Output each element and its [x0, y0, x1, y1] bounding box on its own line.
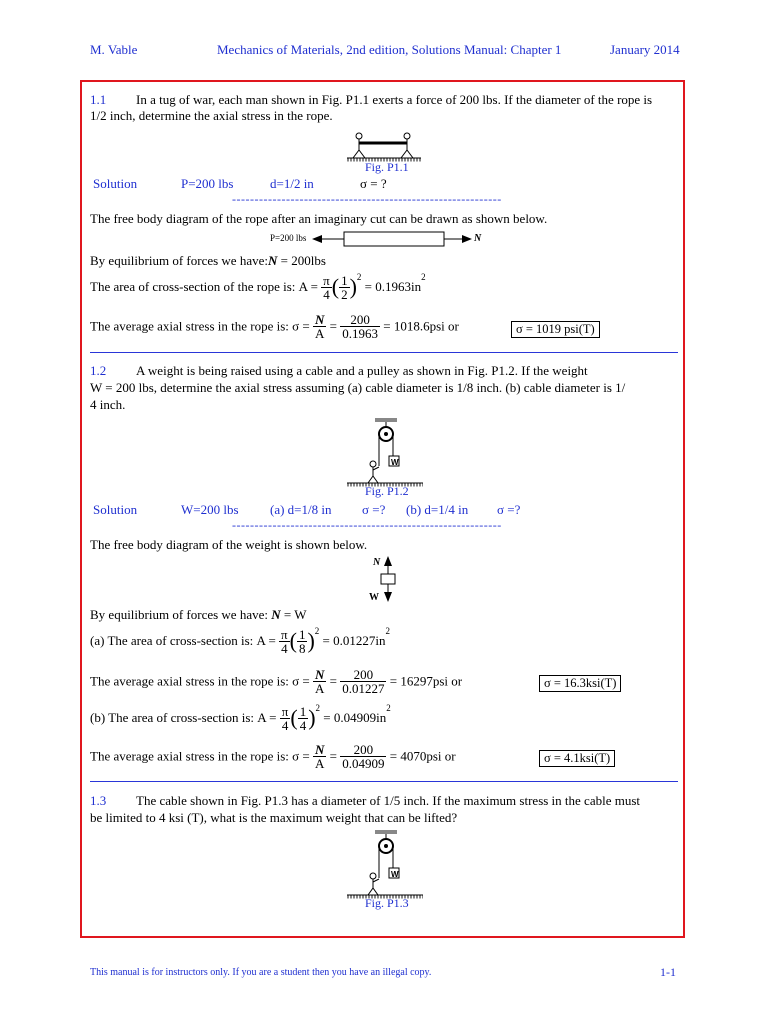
stress-text-b-1-2: The average axial stress in the rope is:: [90, 748, 289, 764]
svg-text:W: W: [391, 870, 399, 879]
given-p-1-1: P=200 lbs: [181, 176, 234, 191]
fig-p1-1-caption: Fig. P1.1: [365, 160, 409, 174]
pulley-figure-p1-2: [345, 418, 425, 488]
eq-rhs-1-1: = 200lbs: [280, 253, 326, 268]
section-divider-1: [90, 352, 678, 353]
problem-1-3-text-line1: The cable shown in Fig. P1.3 has a diameter of 1/5 inch. If the maximum stress in the cable must: [136, 793, 641, 808]
given-d-1-1: d=1/2 in: [270, 176, 314, 191]
header-author: M. Vable: [90, 42, 138, 57]
area-result-a-1-2: = 0.01227in: [322, 633, 386, 649]
fbd-right-label-1-1: N: [474, 233, 482, 244]
answer-box-1-1: σ = 1019 psi(T): [511, 321, 600, 338]
stress-result-a-1-2: = 16297psi or: [389, 673, 463, 689]
problem-number-1-1: 1.1: [90, 92, 107, 107]
stress-line-1-1: The average axial stress in the rope is: σ = $\frac{N}{A}$ = $\frac{200}{0.1963}$ = 1018.6psi or: [90, 312, 459, 341]
given-sigma-a-1-2: σ =?: [362, 502, 386, 517]
fbd-text-1-2: The free body diagram of the weight is shown below.: [90, 537, 368, 552]
solution-label-1-1: Solution: [93, 176, 138, 191]
answer-box-b-1-2: σ = 4.1ksi(T): [539, 750, 615, 767]
problem-1-3-text-line2: be limited to 4 ksi (T), what is the maximum weight that can be lifted?: [90, 810, 458, 825]
fbd-top-label-1-2: N: [373, 557, 381, 568]
eq-lhs-1-1: N: [267, 253, 278, 268]
problem-1-2-text-line3: 4 inch.: [90, 397, 126, 412]
solution-label-1-2: Solution: [93, 502, 138, 517]
stress-den-1-1: 0.1963: [342, 326, 378, 341]
stress-result-1-1: = 1018.6psi or: [383, 318, 459, 334]
tug-of-war-figure: [345, 128, 425, 162]
svg-text:W: W: [391, 458, 399, 467]
weight-fbd-diagram: [380, 556, 396, 604]
equilibrium-text-1-1-lead: By equilibrium of forces we have:: [90, 253, 268, 268]
area-result-b-1-2: = 0.04909in: [323, 710, 387, 726]
fig-p1-2-caption: Fig. P1.2: [365, 484, 409, 498]
header-date: January 2014: [610, 42, 680, 57]
footer-note: This manual is for instructors only. If you are a student then you have an illegal copy.: [90, 967, 432, 978]
fig-p1-3-caption: Fig. P1.3: [365, 896, 409, 910]
area-text-b-1-2: (b) The area of cross-section is:: [90, 710, 255, 726]
pulley-figure-p1-3: [345, 830, 425, 900]
problem-number-1-2: 1.2: [90, 363, 107, 378]
equilibrium-text-1-2: [90, 607, 307, 623]
section-divider-2: [90, 781, 678, 782]
area-text-a-1-2: (a) The area of cross-section is:: [90, 633, 254, 649]
eq-rhs-1-2: = W: [283, 607, 307, 622]
stress-den-a-1-2: 0.01227: [342, 681, 385, 696]
header-title: Mechanics of Materials, 2nd edition, Solutions Manual: Chapter 1: [217, 42, 562, 57]
given-sigma-b-1-2: σ =?: [497, 502, 521, 517]
area-line-a-1-2: (a) The area of cross-section is: A = $\frac{\pi}{4}$ ( $\frac{1}{8}$ )$^2 = 0.01227in^2$: [90, 626, 390, 656]
problem-1-1-text-line1: In a tug of war, each man shown in Fig. P1.1 exerts a force of 200 lbs. If the diameter of the rope is: [136, 92, 653, 107]
problem-1-2-text-line2: W = 200 lbs, determine the axial stress assuming (a) cable diameter is 1/8 inch. (b) cable diameter is 1/: [90, 380, 626, 395]
problem-number-1-3: 1.3: [90, 793, 107, 808]
area-result-1-1: = 0.1963in: [364, 279, 422, 295]
divider-dashes-1-2: ------------------------------------------------------------: [232, 518, 502, 532]
area-line-b-1-2: (b) The area of cross-section is: A = $\frac{\pi}{4}$ ( $\frac{1}{4}$ )$^2 = 0.04909in^2$: [90, 703, 391, 733]
equilibrium-text-1-2-lead: By equilibrium of forces we have:: [90, 607, 268, 622]
given-db-1-2: (b) d=1/4 in: [406, 502, 469, 517]
stress-den-b-1-2: 0.04909: [342, 756, 385, 771]
stress-line-b-1-2: The average axial stress in the rope is: σ = $\frac{N}{A}$ = $\frac{200}{0.04909}$ = 4070psi or: [90, 742, 456, 771]
fbd-text-1-1: The free body diagram of the rope after an imaginary cut can be drawn as shown below.: [90, 211, 548, 226]
stress-num-a-1-2: 200: [340, 668, 386, 682]
area-text-1-1: The area of cross-section of the rope is:: [90, 279, 296, 295]
stress-text-a-1-2: The average axial stress in the rope is:: [90, 673, 289, 689]
fbd-bottom-label-1-2: W: [369, 592, 379, 603]
problem-1-2-text-line1: A weight is being raised using a cable and a pulley as shown in Fig. P1.2. If the weight: [136, 363, 588, 378]
given-da-1-2: (a) d=1/8 in: [270, 502, 332, 517]
equilibrium-text-1-1: [90, 253, 326, 269]
divider-dashes-1-1: ------------------------------------------------------------: [232, 192, 502, 206]
answer-box-a-1-2: σ = 16.3ksi(T): [539, 675, 621, 692]
page-number: 1-1: [660, 965, 676, 979]
area-line-1-1: The area of cross-section of the rope is: A = $\frac{\pi}{4}$ ( $\frac{1}{2}$ )$^2 = 0.1963in^2$: [90, 272, 426, 302]
rope-fbd-diagram: [312, 231, 478, 247]
stress-result-b-1-2: = 4070psi or: [389, 748, 456, 764]
eq-lhs-1-2: N: [271, 607, 281, 622]
given-w-1-2: W=200 lbs: [181, 502, 239, 517]
given-sigma-1-1: σ = ?: [360, 176, 387, 191]
stress-num-b-1-2: 200: [340, 743, 386, 757]
stress-text-1-1: The average axial stress in the rope is:: [90, 318, 289, 334]
fbd-left-label-1-1: P=200 lbs: [270, 233, 307, 243]
stress-line-a-1-2: The average axial stress in the rope is: σ = $\frac{N}{A}$ = $\frac{200}{0.01227}$ = 16297psi or: [90, 667, 463, 696]
problem-1-1-text-line2: 1/2 inch, determine the axial stress in the rope.: [90, 108, 333, 123]
stress-num-1-1: 200: [340, 313, 380, 327]
